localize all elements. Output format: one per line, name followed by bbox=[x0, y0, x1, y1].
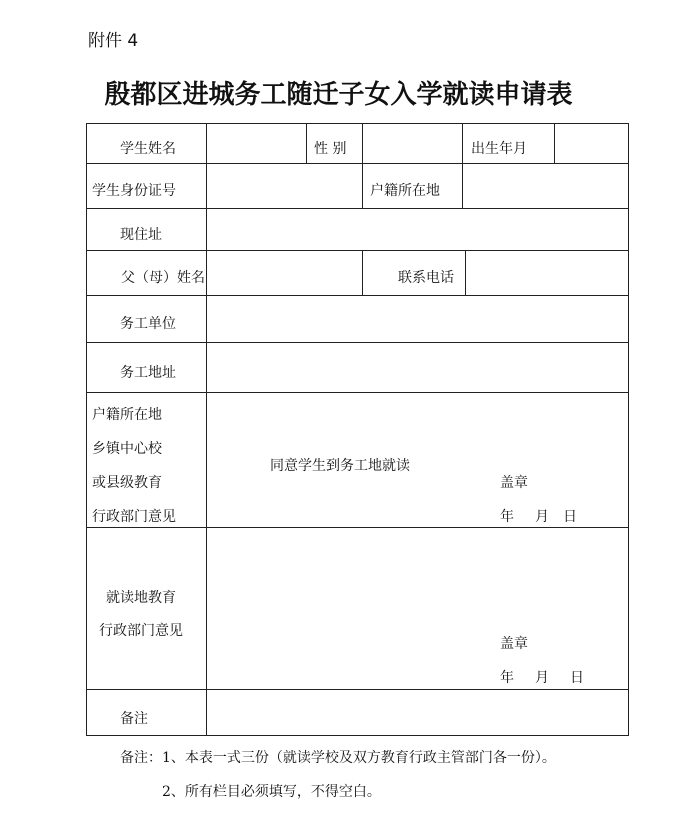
note-line-2: 2、所有栏目必须填写，不得空白。 bbox=[162, 784, 381, 800]
row-divider bbox=[86, 250, 629, 251]
row-divider bbox=[86, 527, 629, 528]
date-day: 日 bbox=[570, 670, 584, 686]
hukou-opinion-line: 行政部门意见 bbox=[92, 509, 176, 525]
current-address-label: 现住址 bbox=[120, 227, 162, 243]
parent-name-label: 父（母）姓名 bbox=[121, 270, 205, 286]
cell-divider bbox=[465, 250, 466, 295]
cell-divider bbox=[306, 123, 307, 163]
seal-label: 盖章 bbox=[500, 475, 528, 491]
row-divider bbox=[86, 342, 629, 343]
household-location-label: 户籍所在地 bbox=[370, 183, 440, 199]
date-day: 日 bbox=[563, 509, 577, 525]
date-year: 年 bbox=[500, 509, 514, 525]
cell-divider bbox=[362, 123, 363, 208]
seal-label: 盖章 bbox=[500, 636, 528, 652]
contact-phone-label: 联系电话 bbox=[398, 270, 454, 286]
application-form-table bbox=[86, 123, 629, 736]
student-id-label: 学生身份证号 bbox=[92, 183, 176, 199]
school-opinion-line: 就读地教育 bbox=[106, 590, 176, 606]
attachment-label: 附件 4 bbox=[88, 31, 139, 51]
work-address-label: 务工地址 bbox=[120, 365, 176, 381]
date-year: 年 bbox=[500, 670, 514, 686]
hukou-opinion-line: 户籍所在地 bbox=[92, 407, 162, 423]
form-title: 殷都区进城务工随迁子女入学就读申请表 bbox=[104, 80, 573, 110]
hukou-opinion-line: 乡镇中心校 bbox=[92, 441, 162, 457]
hukou-opinion-statement: 同意学生到务工地就读 bbox=[270, 458, 410, 474]
birth-date-label: 出生年月 bbox=[471, 141, 527, 157]
row-divider bbox=[86, 163, 629, 164]
row-divider bbox=[86, 295, 629, 296]
row-divider bbox=[86, 689, 629, 690]
row-divider bbox=[86, 208, 629, 209]
gender-label: 性 别 bbox=[314, 141, 347, 157]
cell-divider bbox=[554, 123, 555, 163]
cell-divider bbox=[462, 123, 463, 208]
work-unit-label: 务工单位 bbox=[120, 316, 176, 332]
hukou-opinion-line: 或县级教育 bbox=[92, 475, 162, 491]
student-name-label: 学生姓名 bbox=[120, 141, 176, 157]
date-month: 月 bbox=[535, 670, 549, 686]
remarks-label: 备注 bbox=[120, 711, 148, 727]
row-divider bbox=[86, 392, 629, 393]
label-column-divider bbox=[206, 123, 207, 736]
cell-divider bbox=[362, 250, 363, 295]
date-month: 月 bbox=[535, 509, 549, 525]
school-opinion-line: 行政部门意见 bbox=[99, 623, 183, 639]
note-line-1: 备注：1、本表一式三份（就读学校及双方教育行政主管部门各一份）。 bbox=[120, 750, 556, 766]
